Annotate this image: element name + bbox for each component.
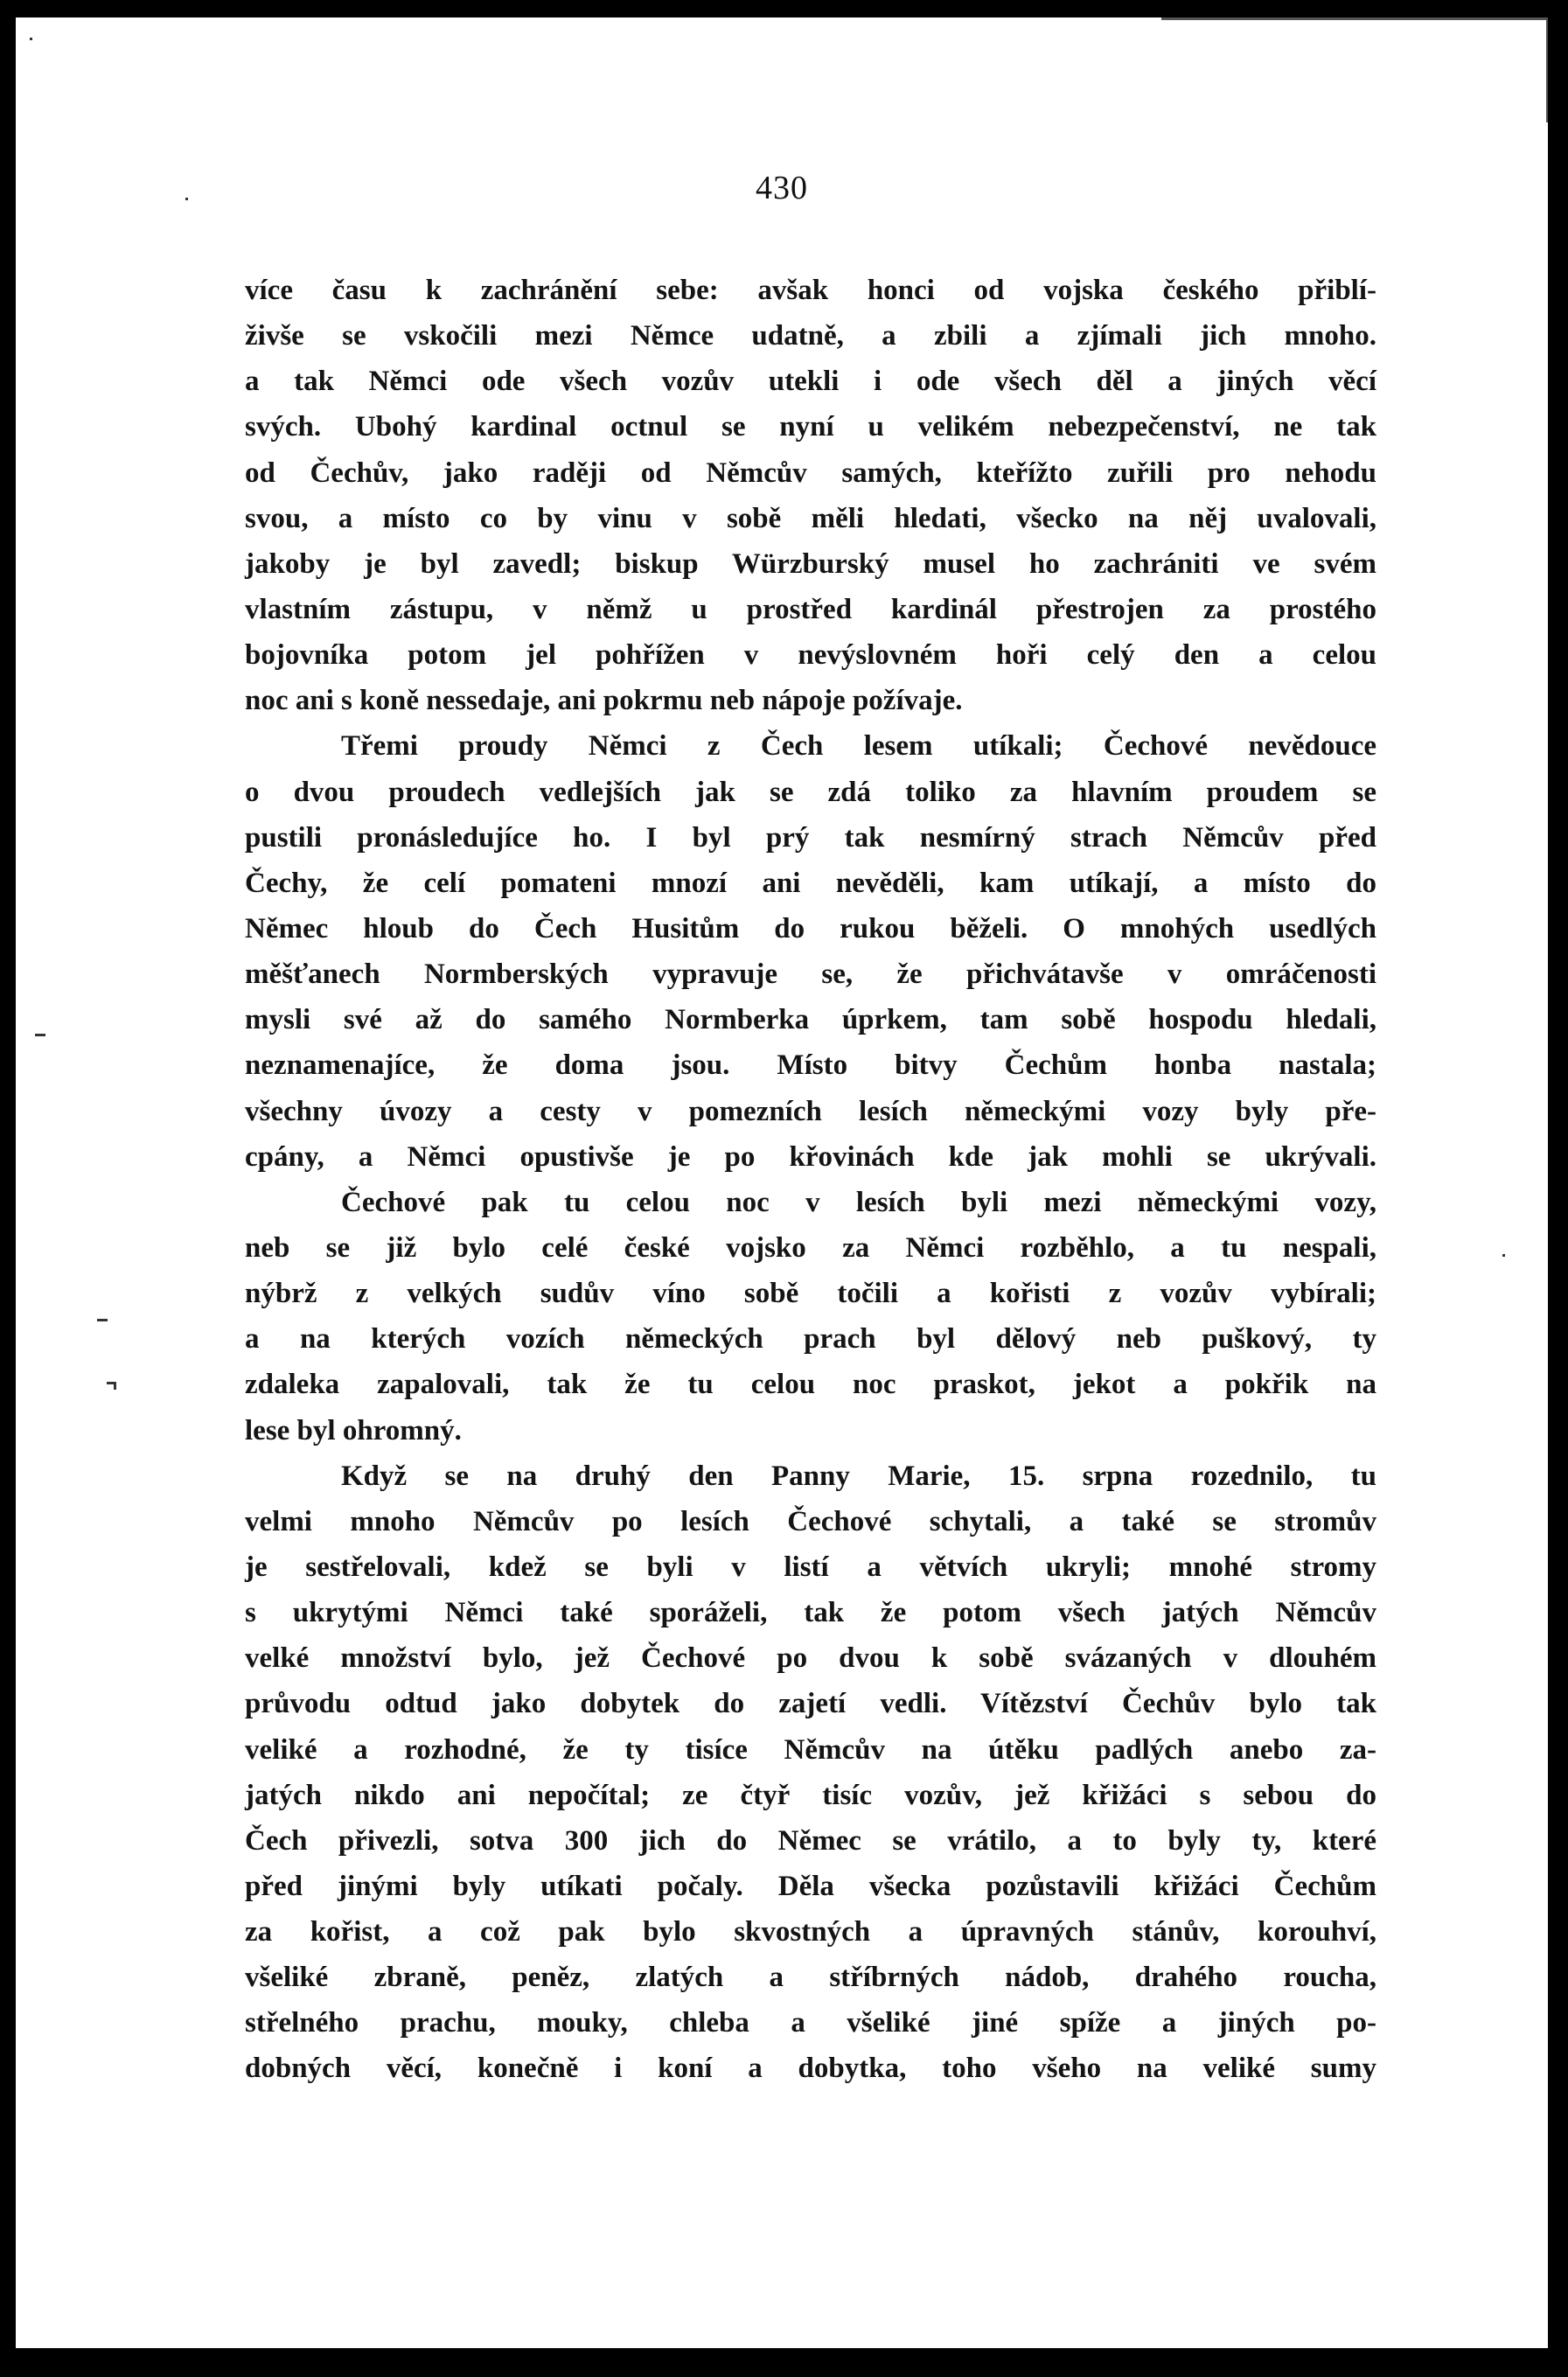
text-line: všechny úvozy a cesty v pomezních lesích německými vozy byly pře- [245, 1095, 1376, 1127]
text-line: Čechy, že celí pomateni mnozí ani nevěděli, kam utíkají, a místo do [245, 867, 1376, 899]
text-line: noc ani s koně nessedaje, ani pokrmu neb nápoje požívaje. [245, 685, 963, 717]
text-line: za kořist, a což pak bylo skvostných a úpravných stánův, korouhví, [245, 1916, 1376, 1948]
text-line: více času k zachránění sebe: avšak honci od vojska českého přiblí- [245, 275, 1376, 306]
margin-dot-right [1502, 1254, 1505, 1257]
text-line: bojovníka potom jel pohřížen v nevýslovném hoři celý den a celou [245, 639, 1376, 672]
margin-tick-left [35, 1034, 45, 1036]
text-line: Čech přivezli, sotva 300 jich do Němec se vrátilo, a to byly ty, které [245, 1824, 1376, 1857]
paragraph-2 [245, 723, 1376, 1179]
text-line: Když se na druhý den Panny Marie, 15. srpna rozednilo, tu [341, 1460, 1376, 1492]
text-line: jakoby je byl zavedl; biskup Würzburský musel ho zachrániti ve svém [245, 547, 1376, 580]
right-edge-rule [1546, 17, 1548, 122]
text-line: živše se vskočili mezi Němce udatně, a zbili a zjímali jich mnoho. [245, 320, 1376, 352]
text-line: velké množství bylo, jež Čechové po dvou k sobě svázaných v dlouhém [245, 1642, 1376, 1675]
text-line: jatých nikdo ani nepočítal; ze čtyř tisíc vozův, jež křižáci s sebou do [245, 1779, 1376, 1811]
paragraph-1 [245, 268, 1376, 723]
text-line: a na kterých vozích německých prach byl dělový neb puškový, ty [245, 1323, 1376, 1356]
text-line: lese byl ohromný. [245, 1414, 462, 1446]
text-line: průvodu odtud jako dobytek do zajetí vedli. Vítězství Čechův bylo tak [245, 1688, 1376, 1720]
text-line: Třemi proudy Němci z Čech lesem utíkali; Čechové nevědouce [341, 730, 1376, 763]
margin-dot-top-left [30, 38, 32, 40]
text-line: Čechové pak tu celou noc v lesích byli mezi německými vozy, [341, 1186, 1376, 1218]
text-line: neznamenajíce, že doma jsou. Místo bitvy Čechům honba nastala; [245, 1049, 1376, 1082]
text-line: je sestřelovali, kdež se byli v listí a větvích ukryli; mnohé stromy [245, 1551, 1376, 1583]
text-line: nýbrž z velkých sudův víno sobě točili a kořisti z vozův vybírali; [245, 1278, 1376, 1310]
text-line: s ukrytými Němci také sporáželi, tak že potom všech jatých Němcův [245, 1597, 1376, 1629]
body-text [245, 268, 1376, 2092]
text-line: pustili pronásledujíce ho. I byl prý tak nesmírný strach Němcův před [245, 821, 1376, 854]
text-line: neb se již bylo celé české vojsko za Němci rozběhlo, a tu nespali, [245, 1231, 1376, 1264]
text-line: všeliké zbraně, peněz, zlatých a stříbrných nádob, drahého roucha, [245, 1962, 1376, 1994]
top-edge-rule [1161, 17, 1548, 20]
text-line: velmi mnoho Němcův po lesích Čechové schytali, a také se stromův [245, 1505, 1376, 1537]
text-line: před jinými byly utíkati počaly. Děla všecka pozůstavili křižáci Čechům [245, 1870, 1376, 1902]
text-line: veliké a rozhodné, že ty tisíce Němcův na útěku padlých anebo za- [245, 1733, 1376, 1766]
text-line: střelného prachu, mouky, chleba a všeliké jiné spíže a jiných po- [245, 2007, 1376, 2039]
text-line: a tak Němci ode všech vozův utekli i ode všech děl a jiných věcí [245, 366, 1376, 398]
text-line: od Čechův, jako raději od Němcův samých, kteřížto zuřili pro nehodu [245, 457, 1376, 489]
text-line: mysli své až do samého Normberka úprkem, tam sobě hospodu hledali, [245, 1004, 1376, 1036]
text-line: zdaleka zapalovali, tak že tu celou noc praskot, jekot a pokřik na [245, 1369, 1376, 1401]
book-page [16, 17, 1548, 2348]
paragraph-4 [245, 1453, 1376, 2092]
text-line: Němec hloub do Čech Husitům do rukou běželi. O mnohých usedlých [245, 912, 1376, 945]
text-line: o dvou proudech vedlejších jak se zdá toliko za hlavním proudem se [245, 776, 1376, 808]
text-line: cpány, a Němci opustivše je po křovinách kde jak mohli se ukrývali. [245, 1140, 1376, 1173]
paragraph-3 [245, 1180, 1376, 1453]
text-line: dobných věcí, konečně i koní a dobytka, toho všeho na veliké sumy [245, 2053, 1376, 2085]
text-line: vlastním zástupu, v němž u prostřed kardinál přestrojen za prostého [245, 593, 1376, 625]
text-line: svých. Ubohý kardinal octnul se nyní u velikém nebezpečenství, ne tak [245, 411, 1376, 443]
text-line: svou, a místo co by vinu v sobě měli hledati, všecko na něj uvalovali, [245, 502, 1376, 534]
text-line: měšťanech Normberských vypravuje se, že přichvátavše v omráčenosti [245, 958, 1376, 991]
page-number: 430 [756, 170, 808, 206]
margin-tick-left-lower [97, 1319, 108, 1321]
margin-hook-left-tail [114, 1382, 116, 1390]
